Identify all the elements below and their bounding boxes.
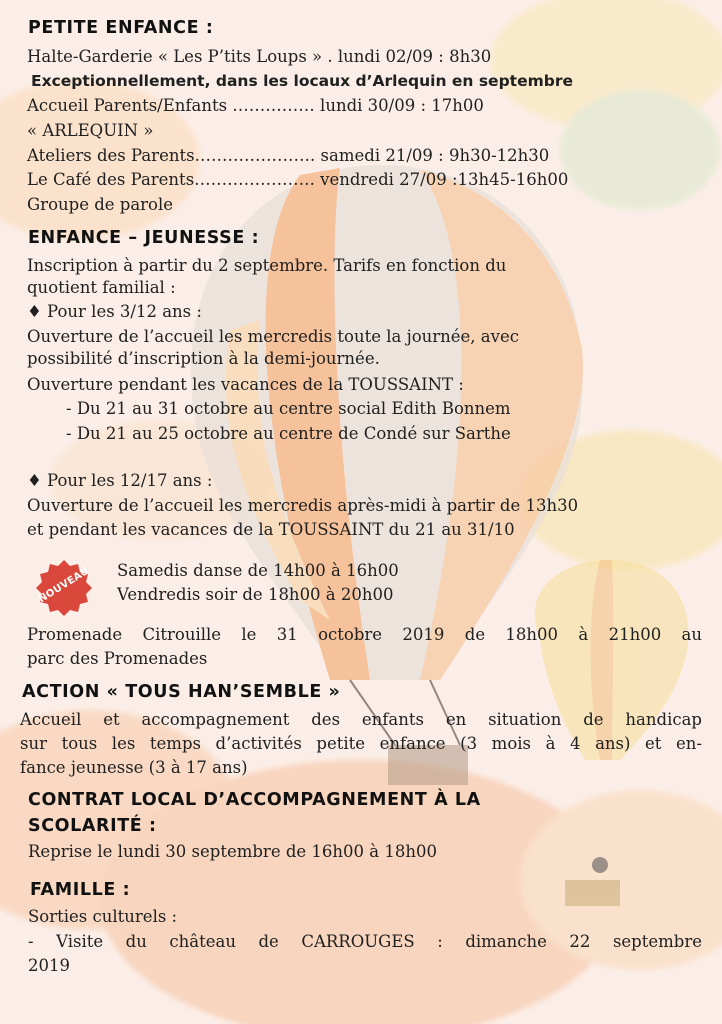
text-line: quotient familial : bbox=[27, 278, 176, 297]
text-line: Sorties culturels : bbox=[28, 907, 178, 926]
section-heading-enfance-jeunesse: ENFANCE – JEUNESSE : bbox=[28, 228, 260, 248]
text-line: Ateliers des Parents…………………. samedi 21/09 : 9h30-12h30 bbox=[27, 146, 550, 165]
section-heading-contrat: CONTRAT LOCAL D’ACCOMPAGNEMENT À LA bbox=[28, 790, 481, 810]
text-line: « ARLEQUIN » bbox=[27, 121, 154, 140]
text-line: Reprise le lundi 30 septembre de 16h00 à 18h00 bbox=[28, 842, 437, 861]
text-line: possibilité d’inscription à la demi-journée. bbox=[27, 349, 380, 368]
text-line: Samedis danse de 14h00 à 16h00 bbox=[117, 561, 399, 580]
nouveau-badge bbox=[34, 558, 94, 618]
text-line: et pendant les vacances de la TOUSSAINT du 21 au 31/10 bbox=[27, 520, 515, 539]
highlight-line: Exceptionnellement, dans les locaux d’Arlequin en septembre bbox=[31, 72, 573, 90]
text-line-justified: Promenade Citrouille le 31 octobre 2019 de 18h00 à 21h00 au bbox=[27, 625, 702, 644]
section-heading-action: ACTION « TOUS HAN’SEMBLE » bbox=[22, 682, 341, 702]
text-line: 2019 bbox=[28, 956, 70, 975]
section-heading-contrat-2: SCOLARITÉ : bbox=[28, 816, 157, 836]
text-line-justified: sur tous les temps d’activités petite enfance (3 mois à 4 ans) et en- bbox=[20, 734, 702, 753]
text-line-justified: - Visite du château de CARROUGES : dimanche 22 septembre bbox=[28, 932, 702, 951]
text-line: Ouverture de l’accueil les mercredis toute la journée, avec bbox=[27, 327, 519, 346]
text-line: Halte-Garderie « Les P’tits Loups » . lundi 02/09 : 8h30 bbox=[27, 47, 492, 66]
section-heading-petite-enfance: PETITE ENFANCE : bbox=[28, 18, 214, 38]
bullet-title: ♦ Pour les 3/12 ans : bbox=[27, 302, 202, 321]
text-line: parc des Promenades bbox=[27, 649, 208, 668]
text-line: Ouverture de l’accueil les mercredis après-midi à partir de 13h30 bbox=[27, 496, 579, 515]
bullet-title: ♦ Pour les 12/17 ans : bbox=[27, 471, 213, 490]
list-item: - Du 21 au 31 octobre au centre social Edith Bonnem bbox=[66, 399, 511, 418]
text-line: Groupe de parole bbox=[27, 195, 174, 214]
text-line-justified: Accueil et accompagnement des enfants en situation de handicap bbox=[20, 710, 702, 729]
text-line: Inscription à partir du 2 septembre. Tarifs en fonction du bbox=[27, 256, 507, 275]
text-line: Ouverture pendant les vacances de la TOUSSAINT : bbox=[27, 375, 464, 394]
text-line: Le Café des Parents…………………. vendredi 27/09 :13h45-16h00 bbox=[27, 170, 569, 189]
section-heading-famille: FAMILLE : bbox=[30, 880, 131, 900]
list-item: - Du 21 au 25 octobre au centre de Condé sur Sarthe bbox=[66, 424, 511, 443]
text-line: fance jeunesse (3 à 17 ans) bbox=[20, 758, 248, 777]
badge-label: NOUVEAU bbox=[36, 565, 92, 606]
text-line: Vendredis soir de 18h00 à 20h00 bbox=[117, 585, 394, 604]
text-line: Accueil Parents/Enfants …………… lundi 30/09 : 17h00 bbox=[27, 96, 484, 115]
